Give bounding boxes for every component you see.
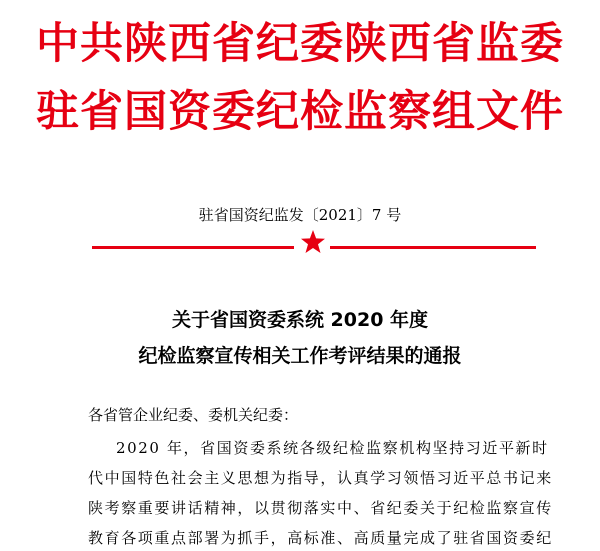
red-divider-left bbox=[92, 246, 294, 249]
issuer-header-line1: 中共陕西省纪委陕西省监委 bbox=[36, 19, 564, 69]
star-icon bbox=[300, 229, 326, 255]
paragraph-line: 代中国特色社会主义思想为指导，认真学习领悟习近平总书记来 bbox=[88, 469, 553, 487]
paragraph-line: 2020 年，省国资委系统各级纪检监察机构坚持习近平新时 bbox=[116, 439, 549, 457]
document-title-line1: 关于省国资委系统 2020 年度 bbox=[171, 309, 429, 331]
red-divider-right bbox=[330, 246, 536, 249]
issuer-header-line2: 驻省国资委纪检监察组文件 bbox=[36, 87, 564, 137]
document-title-line2: 纪检监察宣传相关工作考评结果的通报 bbox=[138, 345, 462, 367]
paragraph-line: 教育各项重点部署为抓手，高标准、高质量完成了驻省国资委纪 bbox=[88, 529, 553, 547]
paragraph-line: 陕考察重要讲话精神，以贯彻落实中、省纪委关于纪检监察宣传 bbox=[88, 499, 553, 517]
salutation: 各省管企业纪委、委机关纪委： bbox=[88, 406, 299, 424]
document-number: 驻省国资纪监发〔2021〕7 号 bbox=[198, 206, 402, 224]
